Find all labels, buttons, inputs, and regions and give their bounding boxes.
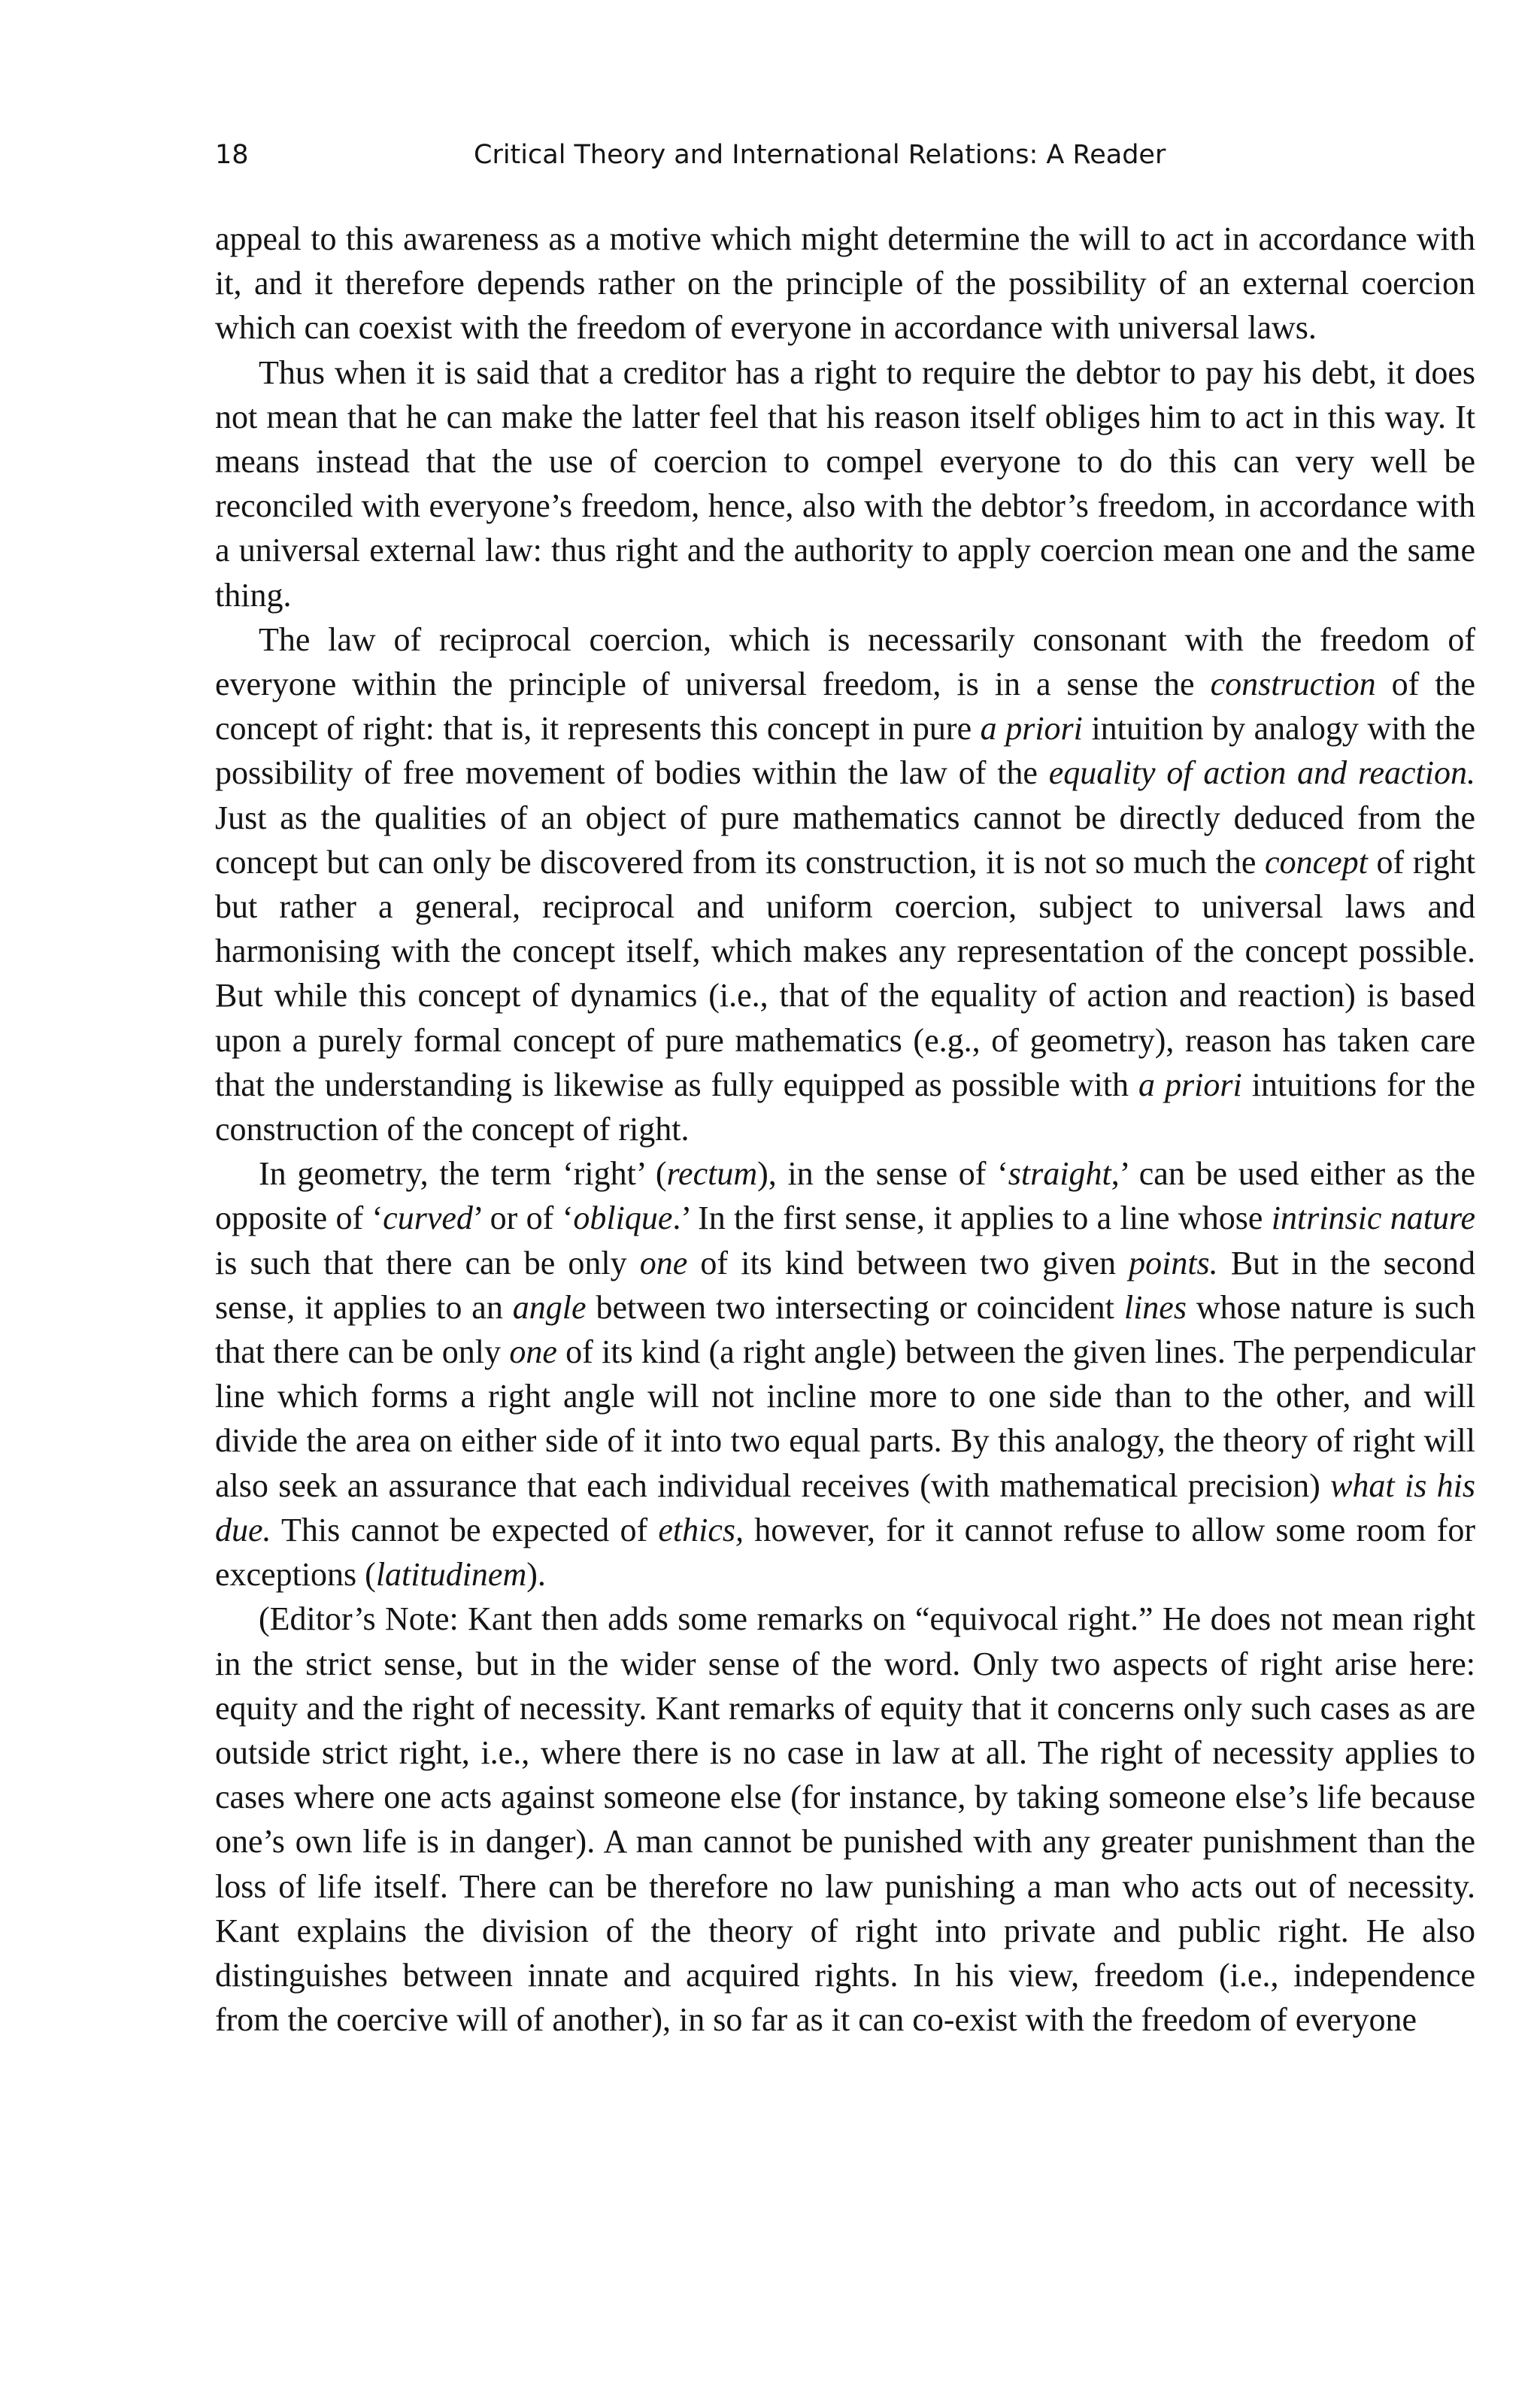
italic-text: latitudinem <box>375 1556 527 1594</box>
paragraph-4 <box>215 1151 1475 1597</box>
text-run: The law of reciprocal coercion, which is necessarily consonant with the freedom of everyone within the principle of universal freedom, is in a sense the <box>215 620 1475 703</box>
text-run: ). <box>526 1556 546 1594</box>
running-title: Critical Theory and International Relations: A Reader <box>474 140 1166 170</box>
italic-text: construction <box>1210 666 1376 703</box>
text-run: of right but rather a general, reciprocal and uniform coercion, subject to universal laws and harmonising with the concept itself, which makes any representation of the concept possible. But while this concept of dynamics (i.e., that of the equality of action and reaction) is based upon a purely formal concept of pure mathematics (e.g., of geometry), reason has taken care that the understanding is likewise as fully equipped as possible with <box>215 843 1475 1103</box>
italic-text: what is his due. <box>215 1466 1475 1548</box>
italic-text: oblique <box>573 1200 673 1237</box>
italic-text: rectum <box>666 1155 758 1193</box>
text-run: whose nature is such that there can be only <box>215 1288 1476 1371</box>
italic-text: concept <box>1265 843 1368 881</box>
text-run: intuitions for the construction of the concept of right. <box>215 1066 1475 1148</box>
text-run: Thus when it is said that a creditor has a right to require the debtor to pay his debt, it does not mean that he can make the latter feel that his reason itself obliges him to act in this way. It means instead that the use of coercion to compel everyone to do this can very well be reconciled with everyone’s freedom, hence, also with the debtor’s freedom, in accordance with a universal external law: thus right and the authority to apply coercion mean one and the same thing. <box>215 353 1475 614</box>
italic-text: straight <box>1008 1155 1111 1193</box>
text-run: This cannot be expected of <box>271 1511 659 1548</box>
text-run: however, for it cannot refuse to allow some room for exceptions ( <box>215 1511 1475 1594</box>
italic-text: curved <box>383 1200 473 1237</box>
text-run: (Editor’s Note: Kant then adds some remarks on “equivocal right.” He does not mean right in the strict sense, but in the wider sense of the word. Only two aspects of right arise here: equity and the right of necessity. Kant remarks of equity that it concerns only such cases as are outside strict right, i.e., where there is no case in law at all. The right of necessity applies to cases where one acts against someone else (for instance, by taking someone else’s life because one’s own life is in danger). A man cannot be punished with any greater punishment than the loss of life itself. There can be therefore no law punishing a man who acts out of necessity. Kant explains the division of the theory of right into private and public right. He also distinguishes between innate and acquired rights. In his view, freedom (i.e., independence from the coercive will of another), in so far as it can co-exist with the freedom of everyone <box>215 1600 1475 2039</box>
text-run: ’ or of ‘ <box>472 1200 574 1237</box>
paragraph-2 <box>215 350 1475 617</box>
body-text <box>215 217 1475 2042</box>
paragraph-5 <box>215 1597 1475 2042</box>
text-run: ), in the sense of ‘ <box>757 1155 1008 1193</box>
italic-text: lines <box>1123 1288 1187 1326</box>
italic-text: points. <box>1129 1244 1218 1281</box>
text-run: of its kind (a right angle) between the given lines. The perpendicular line which forms a right angle will not incline more to one side than to the other, and will divide the area on either side of it into two equal parts. By this analogy, the theory of right will also seek an assurance that each individual receives (with mathematical precision) <box>215 1333 1475 1504</box>
italic-text: one <box>509 1333 557 1371</box>
text-run: is such that there can be only <box>215 1244 640 1281</box>
text-run: between two intersecting or coincident <box>586 1288 1124 1326</box>
paragraph-3 <box>215 617 1475 1151</box>
text-run: of the concept of right: that is, it represents this concept in pure <box>215 666 1475 748</box>
text-run: But in the second sense, it applies to an <box>215 1244 1475 1326</box>
text-run: of its kind between two given <box>687 1244 1129 1281</box>
text-run: intuition by analogy with the possibility of free movement of bodies within the law of the <box>215 710 1475 792</box>
italic-text: equality of action and reaction. <box>1048 754 1475 792</box>
italic-text: a priori <box>1138 1066 1242 1103</box>
italic-text: ethics, <box>658 1511 744 1548</box>
italic-text: one <box>639 1244 688 1281</box>
italic-text: intrinsic nature <box>1271 1200 1476 1237</box>
text-run: ,’ can be used either as the opposite of ‘ <box>215 1155 1475 1237</box>
text-run: .’ In the first sense, it applies to a line whose <box>672 1200 1272 1237</box>
italic-text: angle <box>512 1288 587 1326</box>
page-number: 18 <box>215 140 249 170</box>
running-header <box>215 132 1478 177</box>
text-run: appeal to this awareness as a motive which might determine the will to act in accordance with it, and it therefore depends rather on the principle of the possibility of an external coercion which can coexist with the freedom of everyone in accordance with universal laws. <box>215 220 1475 347</box>
italic-text: a priori <box>980 710 1083 748</box>
text-run: In geometry, the term ‘right’ ( <box>259 1155 667 1193</box>
paragraph-1 <box>215 217 1475 350</box>
text-run: Just as the qualities of an object of pure mathematics cannot be directly deduced from the concept but can only be discovered from its construction, it is not so much the <box>215 799 1475 881</box>
